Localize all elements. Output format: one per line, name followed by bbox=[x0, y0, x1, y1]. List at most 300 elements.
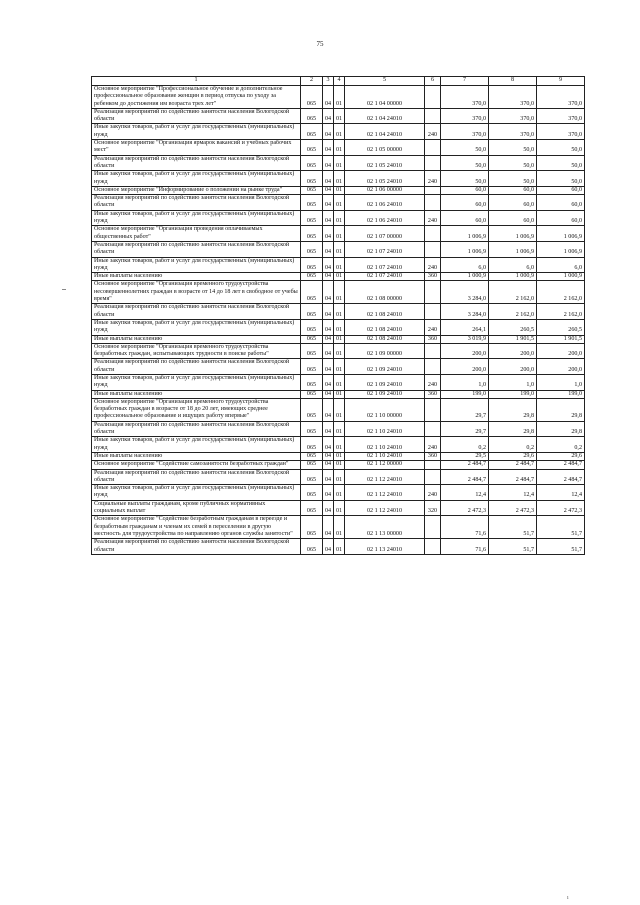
row-name-cell: Основное мероприятие "Организация ярмарок вакансий и учебных рабочих мест" bbox=[92, 140, 301, 156]
target-article-cell: 02 1 08 24010 bbox=[345, 304, 425, 320]
subsection-code-cell: 01 bbox=[334, 241, 345, 257]
amount-year-1-cell: 1 000,9 bbox=[441, 273, 489, 281]
row-name-cell: Иные выплаты населению bbox=[92, 273, 301, 281]
section-code-cell: 04 bbox=[323, 273, 334, 281]
row-name-cell: Реализация мероприятий по содействию занятости населения Вологодской области bbox=[92, 304, 301, 320]
target-article-cell: 02 1 13 00000 bbox=[345, 516, 425, 539]
amount-year-3-cell: 60,0 bbox=[537, 195, 585, 211]
expense-type-cell: 240 bbox=[425, 485, 441, 501]
subsection-code-cell: 01 bbox=[334, 319, 345, 335]
subsection-code-cell: 01 bbox=[334, 304, 345, 320]
target-article-cell: 02 1 12 24010 bbox=[345, 500, 425, 516]
expense-type-cell: 360 bbox=[425, 273, 441, 281]
target-article-cell: 02 1 04 24010 bbox=[345, 124, 425, 140]
expense-type-cell: 240 bbox=[425, 171, 441, 187]
subsection-code-cell: 01 bbox=[334, 273, 345, 281]
expense-type-cell bbox=[425, 140, 441, 156]
amount-year-1-cell: 200,0 bbox=[441, 343, 489, 359]
target-article-cell: 02 1 08 00000 bbox=[345, 281, 425, 304]
amount-year-2-cell: 12,4 bbox=[489, 485, 537, 501]
subsection-code-cell: 01 bbox=[334, 226, 345, 242]
table-row bbox=[92, 343, 585, 359]
admin-code-cell: 065 bbox=[301, 226, 323, 242]
admin-code-cell: 065 bbox=[301, 421, 323, 437]
expense-type-cell: 360 bbox=[425, 390, 441, 398]
subsection-code-cell: 01 bbox=[334, 210, 345, 226]
section-code-cell: 04 bbox=[323, 281, 334, 304]
target-article-cell: 02 1 12 24010 bbox=[345, 485, 425, 501]
amount-year-3-cell: 2 484,7 bbox=[537, 461, 585, 469]
amount-year-2-cell: 1 000,9 bbox=[489, 273, 537, 281]
row-name-cell: Иные выплаты населению bbox=[92, 335, 301, 343]
amount-year-1-cell: 50,0 bbox=[441, 155, 489, 171]
expense-type-cell: 240 bbox=[425, 437, 441, 453]
column-header: 6 bbox=[425, 77, 441, 86]
admin-code-cell: 065 bbox=[301, 398, 323, 421]
section-code-cell: 04 bbox=[323, 437, 334, 453]
column-header: 5 bbox=[345, 77, 425, 86]
subsection-code-cell: 01 bbox=[334, 257, 345, 273]
amount-year-3-cell: 1 000,9 bbox=[537, 273, 585, 281]
target-article-cell: 02 1 05 00000 bbox=[345, 140, 425, 156]
table-row bbox=[92, 485, 585, 501]
amount-year-3-cell: 2 484,7 bbox=[537, 469, 585, 485]
amount-year-1-cell: 2 484,7 bbox=[441, 469, 489, 485]
table-row bbox=[92, 108, 585, 124]
amount-year-1-cell: 3 019,9 bbox=[441, 335, 489, 343]
admin-code-cell: 065 bbox=[301, 304, 323, 320]
section-code-cell: 04 bbox=[323, 108, 334, 124]
expense-type-cell bbox=[425, 241, 441, 257]
amount-year-1-cell: 60,0 bbox=[441, 210, 489, 226]
amount-year-1-cell: 6,0 bbox=[441, 257, 489, 273]
budget-table bbox=[91, 76, 585, 555]
expense-type-cell bbox=[425, 421, 441, 437]
subsection-code-cell: 01 bbox=[334, 516, 345, 539]
table-row bbox=[92, 539, 585, 555]
target-article-cell: 02 1 07 24010 bbox=[345, 273, 425, 281]
table-row bbox=[92, 452, 585, 460]
row-name-cell: Иные закупки товаров, работ и услуг для государственных (муниципальных) нужд bbox=[92, 257, 301, 273]
amount-year-2-cell: 29,8 bbox=[489, 398, 537, 421]
amount-year-1-cell: 71,6 bbox=[441, 539, 489, 555]
amount-year-2-cell: 2 484,7 bbox=[489, 461, 537, 469]
admin-code-cell: 065 bbox=[301, 469, 323, 485]
amount-year-2-cell: 1 006,9 bbox=[489, 226, 537, 242]
admin-code-cell: 065 bbox=[301, 86, 323, 109]
row-name-cell: Реализация мероприятий по содействию занятости населения Вологодской области bbox=[92, 241, 301, 257]
section-code-cell: 04 bbox=[323, 140, 334, 156]
admin-code-cell: 065 bbox=[301, 359, 323, 375]
row-name-cell: Иные закупки товаров, работ и услуг для государственных (муниципальных) нужд bbox=[92, 374, 301, 390]
amount-year-1-cell: 1 006,9 bbox=[441, 226, 489, 242]
row-name-cell: Основное мероприятие "Профессиональное обучение и дополнительное профессиональное образование женщин в период отпуска по уходу за ребенком до достижения им возраста трех лет" bbox=[92, 86, 301, 109]
table-row bbox=[92, 281, 585, 304]
amount-year-2-cell: 0,2 bbox=[489, 437, 537, 453]
admin-code-cell: 065 bbox=[301, 516, 323, 539]
subsection-code-cell: 01 bbox=[334, 421, 345, 437]
table-row bbox=[92, 437, 585, 453]
table-row bbox=[92, 195, 585, 211]
amount-year-3-cell: 260,5 bbox=[537, 319, 585, 335]
section-code-cell: 04 bbox=[323, 452, 334, 460]
amount-year-3-cell: 6,0 bbox=[537, 257, 585, 273]
table-row bbox=[92, 273, 585, 281]
target-article-cell: 02 1 06 00000 bbox=[345, 186, 425, 194]
section-code-cell: 04 bbox=[323, 257, 334, 273]
section-code-cell: 04 bbox=[323, 390, 334, 398]
table-row bbox=[92, 86, 585, 109]
amount-year-2-cell: 29,6 bbox=[489, 452, 537, 460]
table-row bbox=[92, 241, 585, 257]
section-code-cell: 04 bbox=[323, 171, 334, 187]
subsection-code-cell: 01 bbox=[334, 390, 345, 398]
expense-type-cell bbox=[425, 226, 441, 242]
subsection-code-cell: 01 bbox=[334, 281, 345, 304]
amount-year-2-cell: 2 162,0 bbox=[489, 304, 537, 320]
section-code-cell: 04 bbox=[323, 539, 334, 555]
subsection-code-cell: 01 bbox=[334, 155, 345, 171]
row-name-cell: Реализация мероприятий по содействию занятости населения Вологодской области bbox=[92, 421, 301, 437]
amount-year-1-cell: 71,6 bbox=[441, 516, 489, 539]
admin-code-cell: 065 bbox=[301, 539, 323, 555]
amount-year-2-cell: 200,0 bbox=[489, 343, 537, 359]
amount-year-3-cell: 50,0 bbox=[537, 171, 585, 187]
section-code-cell: 04 bbox=[323, 500, 334, 516]
expense-type-cell bbox=[425, 398, 441, 421]
amount-year-3-cell: 1,0 bbox=[537, 374, 585, 390]
target-article-cell: 02 1 07 24010 bbox=[345, 257, 425, 273]
amount-year-2-cell: 6,0 bbox=[489, 257, 537, 273]
amount-year-3-cell: 370,0 bbox=[537, 108, 585, 124]
expense-type-cell bbox=[425, 359, 441, 375]
section-code-cell: 04 bbox=[323, 398, 334, 421]
expense-type-cell bbox=[425, 516, 441, 539]
target-article-cell: 02 1 12 00000 bbox=[345, 461, 425, 469]
row-name-cell: Иные закупки товаров, работ и услуг для государственных (муниципальных) нужд bbox=[92, 485, 301, 501]
subsection-code-cell: 01 bbox=[334, 469, 345, 485]
admin-code-cell: 065 bbox=[301, 485, 323, 501]
table-row bbox=[92, 516, 585, 539]
amount-year-2-cell: 1,0 bbox=[489, 374, 537, 390]
amount-year-2-cell: 2 472,3 bbox=[489, 500, 537, 516]
target-article-cell: 02 1 10 24010 bbox=[345, 452, 425, 460]
target-article-cell: 02 1 04 24010 bbox=[345, 108, 425, 124]
admin-code-cell: 065 bbox=[301, 319, 323, 335]
amount-year-3-cell: 2 472,3 bbox=[537, 500, 585, 516]
subsection-code-cell: 01 bbox=[334, 359, 345, 375]
section-code-cell: 04 bbox=[323, 421, 334, 437]
table-row bbox=[92, 500, 585, 516]
section-code-cell: 04 bbox=[323, 124, 334, 140]
subsection-code-cell: 01 bbox=[334, 124, 345, 140]
subsection-code-cell: 01 bbox=[334, 335, 345, 343]
amount-year-1-cell: 3 284,0 bbox=[441, 304, 489, 320]
amount-year-2-cell: 260,5 bbox=[489, 319, 537, 335]
column-header: 4 bbox=[334, 77, 345, 86]
section-code-cell: 04 bbox=[323, 374, 334, 390]
admin-code-cell: 065 bbox=[301, 155, 323, 171]
amount-year-1-cell: 3 284,0 bbox=[441, 281, 489, 304]
admin-code-cell: 065 bbox=[301, 241, 323, 257]
amount-year-3-cell: 1 901,5 bbox=[537, 335, 585, 343]
row-name-cell: Иные закупки товаров, работ и услуг для государственных (муниципальных) нужд bbox=[92, 319, 301, 335]
table-body bbox=[92, 86, 585, 555]
subsection-code-cell: 01 bbox=[334, 539, 345, 555]
row-name-cell: Основное мероприятие "Организация временного трудоустройства безработных граждан в возрасте от 18 до 20 лет, имеющих среднее профессиональное образование и ищущих работу впервые" bbox=[92, 398, 301, 421]
expense-type-cell bbox=[425, 281, 441, 304]
section-code-cell: 04 bbox=[323, 359, 334, 375]
row-name-cell: Основное мероприятие "Организация проведения оплачиваемых общественных работ" bbox=[92, 226, 301, 242]
subsection-code-cell: 01 bbox=[334, 108, 345, 124]
target-article-cell: 02 1 07 24010 bbox=[345, 241, 425, 257]
subsection-code-cell: 01 bbox=[334, 140, 345, 156]
amount-year-2-cell: 29,8 bbox=[489, 421, 537, 437]
admin-code-cell: 065 bbox=[301, 124, 323, 140]
table-header-row bbox=[92, 77, 585, 86]
amount-year-3-cell: 50,0 bbox=[537, 140, 585, 156]
amount-year-2-cell: 50,0 bbox=[489, 171, 537, 187]
target-article-cell: 02 1 13 24010 bbox=[345, 539, 425, 555]
amount-year-3-cell: 60,0 bbox=[537, 210, 585, 226]
section-code-cell: 04 bbox=[323, 195, 334, 211]
admin-code-cell: 065 bbox=[301, 500, 323, 516]
admin-code-cell: 065 bbox=[301, 257, 323, 273]
expense-type-cell: 240 bbox=[425, 374, 441, 390]
row-name-cell: Иные закупки товаров, работ и услуг для государственных (муниципальных) нужд bbox=[92, 437, 301, 453]
table-row bbox=[92, 398, 585, 421]
expense-type-cell: 360 bbox=[425, 452, 441, 460]
table-row bbox=[92, 374, 585, 390]
amount-year-1-cell: 2 484,7 bbox=[441, 461, 489, 469]
column-header: 3 bbox=[323, 77, 334, 86]
table-row bbox=[92, 319, 585, 335]
amount-year-3-cell: 200,0 bbox=[537, 343, 585, 359]
section-code-cell: 04 bbox=[323, 516, 334, 539]
amount-year-3-cell: 60,0 bbox=[537, 186, 585, 194]
table-row bbox=[92, 155, 585, 171]
subsection-code-cell: 01 bbox=[334, 485, 345, 501]
amount-year-1-cell: 1 006,9 bbox=[441, 241, 489, 257]
amount-year-1-cell: 370,0 bbox=[441, 108, 489, 124]
column-header: 7 bbox=[441, 77, 489, 86]
table-row bbox=[92, 359, 585, 375]
admin-code-cell: 065 bbox=[301, 210, 323, 226]
table-row bbox=[92, 210, 585, 226]
amount-year-2-cell: 51,7 bbox=[489, 539, 537, 555]
target-article-cell: 02 1 06 24010 bbox=[345, 195, 425, 211]
admin-code-cell: 065 bbox=[301, 335, 323, 343]
section-code-cell: 04 bbox=[323, 210, 334, 226]
row-name-cell: Реализация мероприятий по содействию занятости населения Вологодской области bbox=[92, 155, 301, 171]
subsection-code-cell: 01 bbox=[334, 437, 345, 453]
row-name-cell: Реализация мероприятий по содействию занятости населения Вологодской области bbox=[92, 539, 301, 555]
expense-type-cell: 240 bbox=[425, 124, 441, 140]
expense-type-cell bbox=[425, 155, 441, 171]
admin-code-cell: 065 bbox=[301, 461, 323, 469]
row-name-cell: Иные выплаты населению bbox=[92, 390, 301, 398]
target-article-cell: 02 1 06 24010 bbox=[345, 210, 425, 226]
expense-type-cell bbox=[425, 86, 441, 109]
section-code-cell: 04 bbox=[323, 186, 334, 194]
footer-mark: ı bbox=[567, 895, 569, 901]
target-article-cell: 02 1 10 24010 bbox=[345, 421, 425, 437]
admin-code-cell: 065 bbox=[301, 281, 323, 304]
row-name-cell: Реализация мероприятий по содействию занятости населения Вологодской области bbox=[92, 108, 301, 124]
amount-year-2-cell: 2 162,0 bbox=[489, 281, 537, 304]
expense-type-cell bbox=[425, 186, 441, 194]
expense-type-cell bbox=[425, 108, 441, 124]
section-code-cell: 04 bbox=[323, 241, 334, 257]
table-row bbox=[92, 140, 585, 156]
amount-year-2-cell: 370,0 bbox=[489, 124, 537, 140]
section-code-cell: 04 bbox=[323, 461, 334, 469]
amount-year-3-cell: 51,7 bbox=[537, 516, 585, 539]
expense-type-cell: 240 bbox=[425, 257, 441, 273]
amount-year-3-cell: 1 006,9 bbox=[537, 226, 585, 242]
amount-year-1-cell: 2 472,3 bbox=[441, 500, 489, 516]
column-header: 2 bbox=[301, 77, 323, 86]
expense-type-cell: 320 bbox=[425, 500, 441, 516]
table-row bbox=[92, 257, 585, 273]
row-name-cell: Основное мероприятие "Организация временного трудоустройства несовершеннолетних граждан в возрасте от 14 до 18 лет в свободное от учебы время" bbox=[92, 281, 301, 304]
row-name-cell: Основное мероприятие "Организация временного трудоустройства безработных граждан, испытывающих трудности в поиске работы" bbox=[92, 343, 301, 359]
amount-year-1-cell: 264,1 bbox=[441, 319, 489, 335]
amount-year-1-cell: 199,0 bbox=[441, 390, 489, 398]
amount-year-2-cell: 60,0 bbox=[489, 210, 537, 226]
expense-type-cell bbox=[425, 461, 441, 469]
column-header: 9 bbox=[537, 77, 585, 86]
subsection-code-cell: 01 bbox=[334, 500, 345, 516]
section-code-cell: 04 bbox=[323, 343, 334, 359]
section-code-cell: 04 bbox=[323, 319, 334, 335]
amount-year-1-cell: 370,0 bbox=[441, 124, 489, 140]
admin-code-cell: 065 bbox=[301, 171, 323, 187]
table-row bbox=[92, 469, 585, 485]
amount-year-3-cell: 370,0 bbox=[537, 86, 585, 109]
subsection-code-cell: 01 bbox=[334, 86, 345, 109]
target-article-cell: 02 1 08 24010 bbox=[345, 319, 425, 335]
admin-code-cell: 065 bbox=[301, 343, 323, 359]
amount-year-3-cell: 12,4 bbox=[537, 485, 585, 501]
row-name-cell: Реализация мероприятий по содействию занятости населения Вологодской области bbox=[92, 469, 301, 485]
amount-year-1-cell: 50,0 bbox=[441, 140, 489, 156]
expense-type-cell bbox=[425, 304, 441, 320]
amount-year-1-cell: 1,0 bbox=[441, 374, 489, 390]
amount-year-1-cell: 29,5 bbox=[441, 452, 489, 460]
table-row bbox=[92, 124, 585, 140]
table-row bbox=[92, 171, 585, 187]
row-name-cell: Иные закупки товаров, работ и услуг для государственных (муниципальных) нужд bbox=[92, 171, 301, 187]
target-article-cell: 02 1 09 24010 bbox=[345, 359, 425, 375]
row-name-cell: Основное мероприятие "Информирование о положении на рынке труда" bbox=[92, 186, 301, 194]
section-code-cell: 04 bbox=[323, 226, 334, 242]
admin-code-cell: 065 bbox=[301, 195, 323, 211]
expense-type-cell: 240 bbox=[425, 319, 441, 335]
amount-year-2-cell: 60,0 bbox=[489, 195, 537, 211]
admin-code-cell: 065 bbox=[301, 452, 323, 460]
amount-year-1-cell: 370,0 bbox=[441, 86, 489, 109]
table-row bbox=[92, 335, 585, 343]
margin-tick-mark bbox=[62, 289, 66, 290]
subsection-code-cell: 01 bbox=[334, 195, 345, 211]
subsection-code-cell: 01 bbox=[334, 171, 345, 187]
table-row bbox=[92, 304, 585, 320]
amount-year-2-cell: 370,0 bbox=[489, 86, 537, 109]
amount-year-3-cell: 51,7 bbox=[537, 539, 585, 555]
admin-code-cell: 065 bbox=[301, 390, 323, 398]
amount-year-2-cell: 50,0 bbox=[489, 140, 537, 156]
row-name-cell: Реализация мероприятий по содействию занятости населения Вологодской области bbox=[92, 359, 301, 375]
section-code-cell: 04 bbox=[323, 469, 334, 485]
target-article-cell: 02 1 09 24010 bbox=[345, 374, 425, 390]
section-code-cell: 04 bbox=[323, 485, 334, 501]
expense-type-cell bbox=[425, 343, 441, 359]
target-article-cell: 02 1 12 24010 bbox=[345, 469, 425, 485]
subsection-code-cell: 01 bbox=[334, 343, 345, 359]
subsection-code-cell: 01 bbox=[334, 374, 345, 390]
row-name-cell: Иные закупки товаров, работ и услуг для государственных (муниципальных) нужд bbox=[92, 124, 301, 140]
admin-code-cell: 065 bbox=[301, 140, 323, 156]
column-header: 1 bbox=[92, 77, 301, 86]
subsection-code-cell: 01 bbox=[334, 452, 345, 460]
amount-year-2-cell: 200,0 bbox=[489, 359, 537, 375]
target-article-cell: 02 1 10 24010 bbox=[345, 437, 425, 453]
amount-year-2-cell: 370,0 bbox=[489, 108, 537, 124]
expense-type-cell bbox=[425, 195, 441, 211]
table-row bbox=[92, 226, 585, 242]
row-name-cell: Основное мероприятие "Содействие безработным гражданам в переезде и безработным гражданам и членам их семей в переселении в другую местность для трудоустройства по направлению органов службы занятости" bbox=[92, 516, 301, 539]
target-article-cell: 02 1 04 00000 bbox=[345, 86, 425, 109]
target-article-cell: 02 1 10 00000 bbox=[345, 398, 425, 421]
admin-code-cell: 065 bbox=[301, 374, 323, 390]
expense-type-cell: 360 bbox=[425, 335, 441, 343]
expense-type-cell: 240 bbox=[425, 210, 441, 226]
target-article-cell: 02 1 09 24010 bbox=[345, 390, 425, 398]
amount-year-2-cell: 1 006,9 bbox=[489, 241, 537, 257]
amount-year-2-cell: 199,0 bbox=[489, 390, 537, 398]
target-article-cell: 02 1 05 24010 bbox=[345, 171, 425, 187]
amount-year-3-cell: 50,0 bbox=[537, 155, 585, 171]
expense-type-cell bbox=[425, 469, 441, 485]
amount-year-1-cell: 60,0 bbox=[441, 186, 489, 194]
amount-year-1-cell: 200,0 bbox=[441, 359, 489, 375]
section-code-cell: 04 bbox=[323, 304, 334, 320]
page-number: 75 bbox=[316, 40, 324, 48]
amount-year-3-cell: 370,0 bbox=[537, 124, 585, 140]
amount-year-2-cell: 60,0 bbox=[489, 186, 537, 194]
admin-code-cell: 065 bbox=[301, 108, 323, 124]
amount-year-1-cell: 12,4 bbox=[441, 485, 489, 501]
amount-year-3-cell: 29,8 bbox=[537, 398, 585, 421]
table-row bbox=[92, 390, 585, 398]
table-row bbox=[92, 421, 585, 437]
table-row bbox=[92, 461, 585, 469]
amount-year-3-cell: 29,6 bbox=[537, 452, 585, 460]
amount-year-3-cell: 0,2 bbox=[537, 437, 585, 453]
amount-year-3-cell: 29,8 bbox=[537, 421, 585, 437]
amount-year-2-cell: 1 901,5 bbox=[489, 335, 537, 343]
target-article-cell: 02 1 07 00000 bbox=[345, 226, 425, 242]
expense-type-cell bbox=[425, 539, 441, 555]
subsection-code-cell: 01 bbox=[334, 461, 345, 469]
amount-year-1-cell: 29,7 bbox=[441, 421, 489, 437]
admin-code-cell: 065 bbox=[301, 186, 323, 194]
amount-year-3-cell: 2 162,0 bbox=[537, 304, 585, 320]
amount-year-1-cell: 60,0 bbox=[441, 195, 489, 211]
admin-code-cell: 065 bbox=[301, 437, 323, 453]
row-name-cell: Основное мероприятие "Содействие самозанятости безработных граждан" bbox=[92, 461, 301, 469]
